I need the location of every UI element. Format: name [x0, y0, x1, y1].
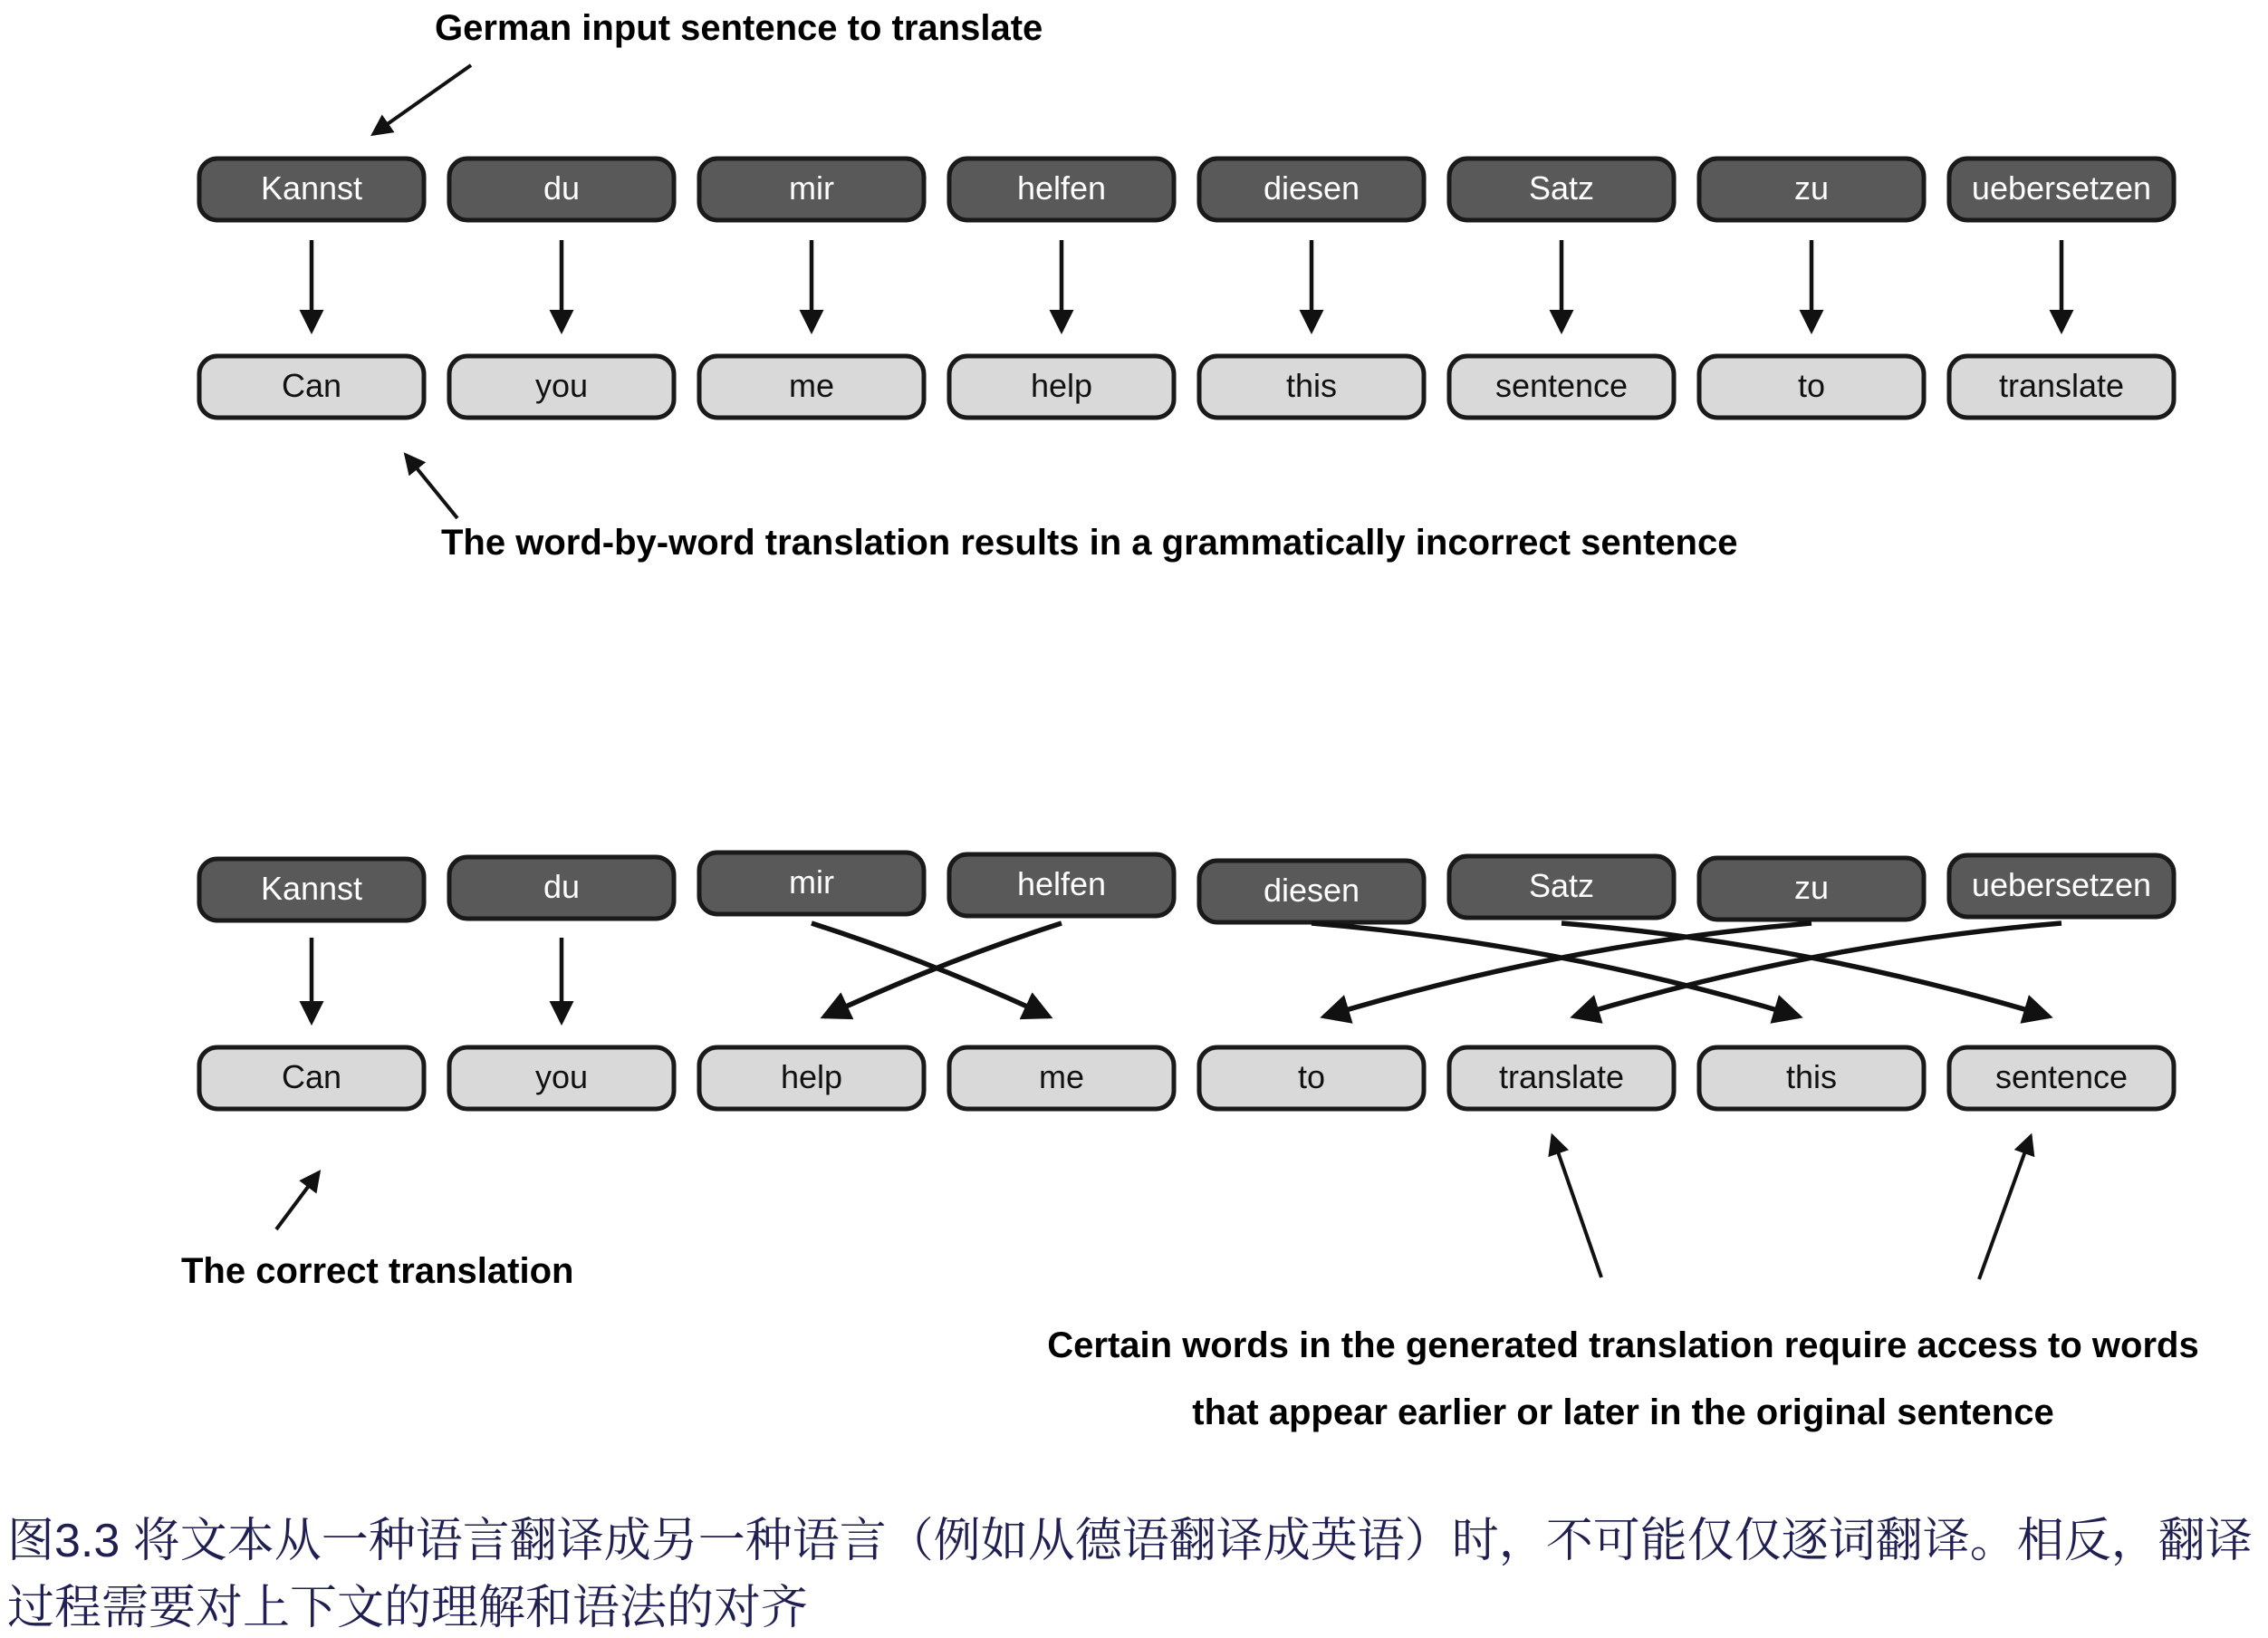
- german-word-box: [1949, 855, 2174, 917]
- figure-caption-line2: 过程需要对上下文的理解和语法的对齐: [7, 1582, 809, 1634]
- german-word-box: [449, 857, 674, 919]
- english-word-box: [699, 356, 924, 418]
- german-word-box: [449, 159, 674, 220]
- german-word-box: [949, 159, 1174, 220]
- german-word-label: diesen: [1263, 169, 1360, 207]
- english-word-box: [949, 356, 1174, 418]
- word-by-word-arrow: [406, 455, 457, 518]
- attention-arrow-translate: [1552, 1136, 1601, 1277]
- attention-arrow-sentence: [1979, 1136, 2031, 1279]
- german-word-label: du: [543, 169, 581, 207]
- english-word-label: me: [1038, 1058, 1085, 1095]
- english-word-label: help: [1030, 367, 1093, 404]
- alignment-arrow: [1312, 923, 1799, 1017]
- english-word-label: sentence: [1994, 1058, 2129, 1095]
- english-word-box: [1949, 356, 2174, 418]
- german-word-label: Satz: [1528, 867, 1595, 904]
- alignment-arrow: [1574, 923, 2061, 1017]
- english-word-label: this: [1785, 1058, 1838, 1095]
- english-word-box: [949, 1047, 1174, 1109]
- english-word-label: you: [534, 1058, 589, 1095]
- english-word-box: [1199, 356, 1424, 418]
- german-word-label: zu: [1793, 169, 1830, 207]
- german-word-box: [1699, 159, 1924, 220]
- german-word-box: [699, 853, 924, 914]
- english-word-box: [699, 1047, 924, 1109]
- english-word-label: this: [1285, 367, 1338, 404]
- german-word-box: [1199, 159, 1424, 220]
- english-word-label: sentence: [1494, 367, 1629, 404]
- german-word-label: diesen: [1263, 872, 1360, 909]
- english-word-box: [449, 356, 674, 418]
- german-word-label: mir: [789, 863, 834, 901]
- german-word-label: Kannst: [260, 169, 363, 207]
- german-word-box: [949, 854, 1174, 916]
- word-by-word-annotation: The word-by-word translation results in a grammatically incorrect sentence: [441, 523, 1738, 563]
- german-word-label: Satz: [1528, 169, 1595, 207]
- english-word-box: [1699, 1047, 1924, 1109]
- english-word-box: [1449, 1047, 1674, 1109]
- german-word-label: mir: [789, 169, 834, 207]
- english-word-label: to: [1797, 367, 1826, 404]
- german-word-label: du: [543, 868, 581, 905]
- english-word-box: [1449, 356, 1674, 418]
- german-input-arrow: [373, 65, 471, 134]
- english-word-box: [199, 356, 424, 418]
- german-word-box: [1449, 159, 1674, 220]
- english-word-box: [1199, 1047, 1424, 1109]
- correct-translation-annotation: The correct translation: [181, 1251, 574, 1291]
- word-by-word-diagram: [199, 159, 2174, 418]
- german-word-label: helfen: [1016, 169, 1107, 207]
- english-word-box: [199, 1047, 424, 1109]
- german-word-label: uebersetzen: [1971, 169, 2152, 207]
- english-word-label: Can: [281, 367, 342, 404]
- english-word-box: [449, 1047, 674, 1109]
- figure-caption-line1: 图3.3 将文本从一种语言翻译成另一种语言（例如从德语翻译成英语）时，不可能仅仅逐词翻译。相反，翻译: [7, 1515, 2253, 1567]
- alignment-arrow: [1324, 923, 1812, 1017]
- german-word-label: helfen: [1016, 865, 1107, 902]
- german-word-label: Kannst: [260, 870, 363, 907]
- english-word-label: Can: [281, 1058, 342, 1095]
- attention-annotation-line1: Certain words in the generated translation require access to words: [1047, 1325, 2199, 1365]
- german-word-box: [1699, 858, 1924, 920]
- english-word-box: [1699, 356, 1924, 418]
- german-word-box: [1949, 159, 2174, 220]
- german-word-box: [199, 859, 424, 920]
- german-word-box: [199, 159, 424, 220]
- english-word-label: help: [780, 1058, 843, 1095]
- english-word-label: you: [534, 367, 589, 404]
- english-word-label: translate: [1498, 1058, 1625, 1095]
- german-word-label: uebersetzen: [1971, 866, 2152, 903]
- correct-translation-arrow: [276, 1172, 319, 1229]
- german-word-box: [1199, 861, 1424, 922]
- german-word-label: zu: [1793, 869, 1830, 906]
- english-word-label: to: [1297, 1058, 1326, 1095]
- english-word-label: me: [788, 367, 835, 404]
- alignment-arrow: [1562, 923, 2049, 1017]
- attention-annotation-line2: that appear earlier or later in the original sentence: [1192, 1392, 2054, 1432]
- english-word-box: [1949, 1047, 2174, 1109]
- english-word-label: translate: [1998, 367, 2125, 404]
- german-word-box: [699, 159, 924, 220]
- german-input-annotation: German input sentence to translate: [435, 8, 1043, 48]
- german-word-box: [1449, 856, 1674, 918]
- correct-translation-diagram: [199, 853, 2174, 1109]
